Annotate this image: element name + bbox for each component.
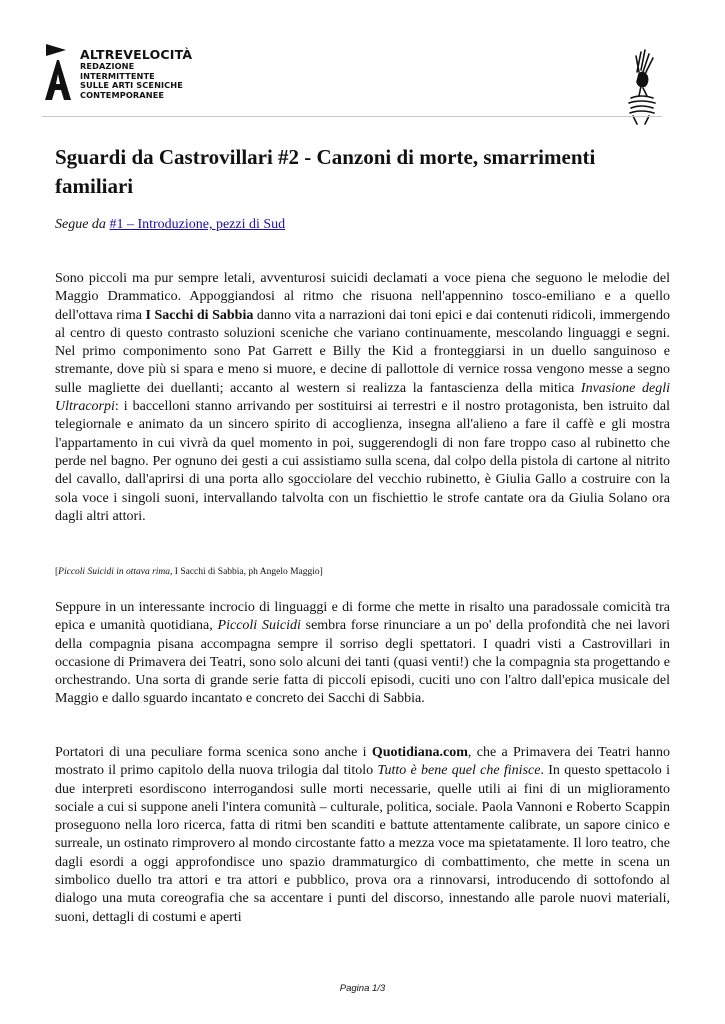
photo-caption [55, 566, 323, 578]
brand-sub-line-2: INTERMITTENTE [80, 70, 155, 81]
caption-credit: , I Sacchi di Sabbia, ph Angelo Maggio] [170, 567, 323, 577]
p2-text-2: sembra forse rinunciare a un po' della profondità che nei lavori della compagnia pisana accompagna sempre il sorriso degli spettatori. I quadri visti a Castrovillari in occasione di Primavera dei Teatri, sono solo alcuni dei tanti (quasi venti!) che la compagnia sta progettando e orchestrando. Una sorta di grande serie fatta di piccoli episodi, cuciti uno con l'altro dall'epica musicale del Maggio e dallo sguardo incantato e concreto dei Sacchi di Sabbia. [55, 618, 670, 707]
paragraph-1 [55, 270, 670, 526]
altrevelocita-logo-icon [42, 42, 72, 102]
company-name-quotidiana: Quotidiana.com [371, 745, 468, 760]
p1-text-3: : i baccelloni stanno arrivando per sostituirsi ai terrestri e il nostro protagonista, ben istruito dal telegiornale e animato da un sincero spirito di accoglienza, insegna all'alieno a fare il caffè e gli mostra l'appartamento in cui vivrà da quel momento in poi, suggerendogli di non fare troppo caso al rubinetto che perde nel bagno. Per ognuno dei gesti a cui assistiamo sulla scena, dal colpo della pistola di cartone al nitrito del cavallo, dall'aprirsi di una porta allo sgocciolare del vecchio rubinetto, è Giulia Gallo a costruire con la sola voce i singoli suoni, intervallando talvolta con un fischiettio le strofe cantate ora da Giulia Solano ora dagli altri attori. [55, 399, 670, 524]
p1-text-1: Sono piccoli ma pur sempre letali, avventurosi suicidi declamati a voce piena che seguono le melodie del Maggio Drammatico. Appoggiandosi al ritmo che risuona nell'appennino tosco-emiliano e a quello dell'ottava rima [55, 271, 670, 323]
article-title: Sguardi da Castrovillari #2 - Canzoni di morte, smarrimenti familiari [55, 145, 596, 198]
work-title-tutto-bene: Tutto è bene quel che finisce [377, 763, 541, 779]
work-title-ultracorpi: Invasione degli Ultracorpi [55, 380, 671, 415]
work-title-piccoli-suicidi: Piccoli Suicidi [217, 618, 301, 634]
header-divider [42, 116, 662, 117]
paragraph-2 [55, 599, 670, 709]
p3-text-3: . In questo spettacolo i due interpreti esordiscono interrogandosi sulle morti necessarie, quelle utili ai fini di un miglioramento sociale a cui si suppone aneli l'intera comunità – culturale, politica, sociale. Paola Vannoni e Roberto Scappin proseguono nella loro ricerca, fatta di ritmi ben scanditi e battute attentamente calibrate, un sapore cinico e surreale, un ostinato rimprovero al mondo circostante fatto a mezza voce ma spietatamente. Il loro teatro, che dagli esordi a oggi approfondisce uno spazio drammaturgico di combattimento, che mette in scena un simbolico duello tra attori e tra attori e pubblico, prova ora a rinnovarsi, introducendo di sottofondo al dialogo una muta coreografia che sa accentare i punti del discorso, innestando alle parole nuovi materiali, suoni, dettagli di costumi e aperti [55, 763, 670, 925]
paragraph-3 [55, 744, 670, 927]
brand-block [80, 48, 192, 100]
p3-text-2: , che a Primavera dei Teatri hanno mostrato il primo capitolo della nuova trilogia dal titolo [55, 745, 670, 779]
caption-title: Piccoli Suicidi in ottava rima [58, 567, 171, 577]
page-number: Pagina 1/3 [339, 983, 386, 994]
page-header [42, 40, 682, 130]
p2-text-1: Seppure in un interessante incrocio di linguaggi e di forme che mette in risalto una paradossale comicità tra epica e umanità quotidiana, [55, 600, 670, 634]
company-name-sacchi: I Sacchi di Sabbia [145, 307, 254, 323]
previous-article-link[interactable]: #1 – Introduzione, pezzi di Sud [109, 217, 286, 232]
brand-sub-line-1: REDAZIONE [80, 61, 135, 71]
caption-open: [ [55, 567, 59, 577]
p1-text-2: danno vita a narrazioni dai toni epici e dai contenuti ridicoli, immergendo al centro di questo contrasto soluzioni sceniche che variano continuamente, mescolando linguaggi e segni. Nel primo componimento sono Pat Garrett e Billy the Kid a fronteggiarsi in un duello sanguinoso e stremante, dove più si spara e meno si muore, e decine di pallottole di vernice rossa vengono messe a segno sulle magliette dei duellanti; accanto al western si realizza la fantascienza della mitica [55, 307, 670, 396]
p3-text-1: Portatori di una peculiare forma scenica sono anche i [55, 745, 372, 760]
brand-name: ALTREVELOCITÀ [80, 47, 193, 62]
brand-sub-line-4: CONTEMPORANEE [80, 89, 165, 100]
segue-line [55, 216, 285, 234]
segue-prefix: Segue da [55, 217, 106, 232]
brand-sub-line-3: SULLE ARTI SCENICHE [80, 80, 183, 91]
reader-figure-icon [617, 48, 667, 126]
